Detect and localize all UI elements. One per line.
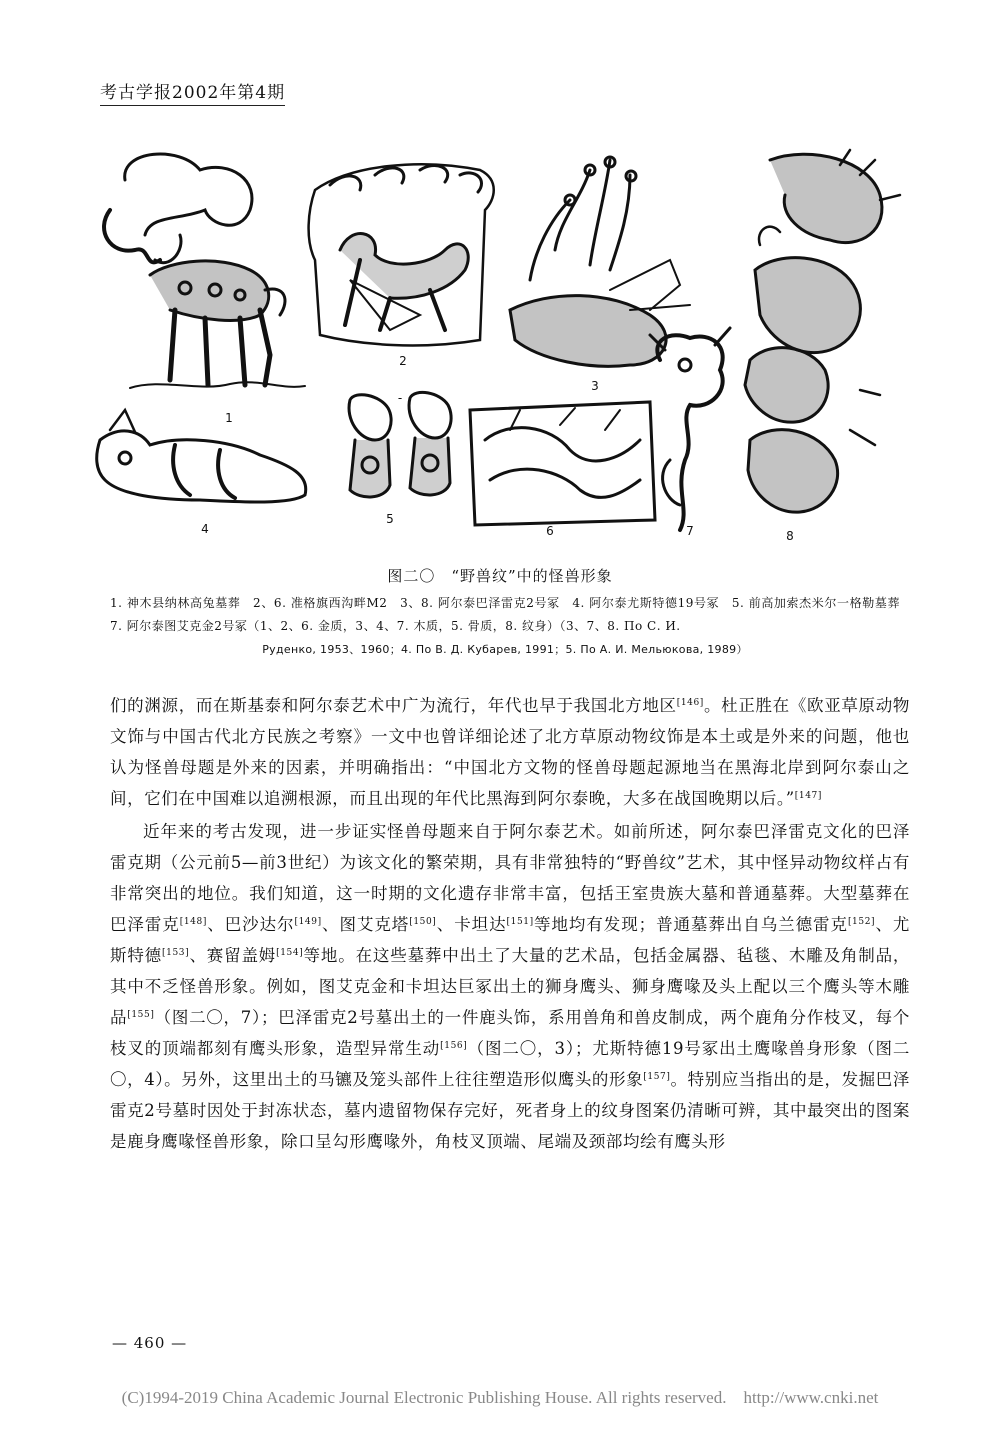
- citation-ref: [151]: [506, 917, 534, 927]
- caption-main: 1. 神木县纳林高兔墓葬 2、6. 准格旗西沟畔M2 3、8. 阿尔泰巴泽雷克2号冢 4. 阿尔泰尤斯特德19号冢 5. 前高加索杰米尔一格勒墓葬 7. 阿尔泰图艾克金2号冢（1、2、6. 金质，3、4、7. 木质，5. 骨质，8. 纹身）（3、7、8. По С. И.: [110, 596, 913, 633]
- citation-ref: [154]: [276, 948, 304, 958]
- beast-3-illustration: [510, 157, 690, 366]
- text-run: 们的渊源，而在斯基泰和阿尔泰艺术中广为流行，年代也早于我国北方地区: [110, 696, 677, 715]
- beast-1-illustration: [104, 154, 305, 388]
- figure-dash: -: [397, 391, 403, 405]
- figure-caption-text: [110, 592, 913, 661]
- figure-monster-illustrations: [90, 140, 910, 555]
- text-run: 、尤斯特德: [110, 915, 911, 965]
- beast-4-illustration: [97, 410, 306, 502]
- citation-ref: [149]: [294, 917, 322, 927]
- citation-ref: [147]: [794, 791, 822, 801]
- figure-drawing: [90, 140, 910, 555]
- text-run: （图二〇，3）；尤斯特德19号冢出土鹰喙兽身形象（图二〇，4）。另外，这里出土的马镳及笼头部件上往往塑造形似鹰头的形象: [110, 1039, 910, 1089]
- citation-ref: [153]: [162, 948, 190, 958]
- citation-ref: [157]: [643, 1072, 671, 1082]
- figure-label: 6: [546, 524, 554, 538]
- beast-7-illustration: [650, 328, 730, 530]
- text-run: （图二〇，7）；巴泽雷克2号墓出土的一件鹿头饰，系用兽角和兽皮制成，两个鹿角分作枝叉，每个枝叉的顶端都刻有鹰头形象，造型异常生动: [110, 1008, 910, 1058]
- beast-5-illustration: [349, 392, 451, 497]
- figure-label: 2: [399, 354, 407, 368]
- text-run: 、巴沙达尔: [206, 915, 295, 934]
- beast-2-illustration: [309, 164, 494, 345]
- text-run: 等地。在这些墓葬中出土了大量的艺术品，包括金属器、毡毯、木雕及角制品，其中不乏怪兽形象。例如，图艾克金和卡坦达巨冢出土的狮身鹰头、狮身鹰喙及头上配以三个鹰头等木雕品: [110, 946, 911, 1027]
- citation-ref: [150]: [409, 917, 437, 927]
- page-number: — 460 —: [112, 1334, 188, 1352]
- figure-label: 3: [591, 379, 599, 393]
- figure-label: 4: [201, 522, 209, 536]
- figure-label: 5: [386, 512, 394, 526]
- figure-caption-title: 图二〇 “野兽纹”中的怪兽形象: [387, 567, 613, 585]
- text-run: 、赛留盖姆: [189, 946, 277, 965]
- citation-ref: [152]: [847, 917, 876, 927]
- text-run: 等地均有发现；普通墓葬出自乌兰德雷克: [533, 915, 848, 934]
- citation-ref: [148]: [179, 917, 207, 927]
- figure-label: 7: [686, 524, 694, 538]
- figure-label: 8: [786, 529, 794, 543]
- beast-6-illustration: [470, 402, 655, 525]
- text-run: 、图艾克塔: [321, 915, 410, 934]
- caption-references: Руденко, 1953、1960；4. По В. Д. Кубарев, 1991；5. По А. И. Мельюкова, 1989）: [262, 643, 748, 656]
- journal-issue: 考古学报2002年第4期: [100, 83, 286, 103]
- beast-8-illustration: [745, 150, 900, 512]
- text-run: 、卡坦达: [436, 915, 507, 934]
- text-run: 近年来的考古发现，进一步证实怪兽母题来自于阿尔泰艺术。如前所述，阿尔泰巴泽雷克文化的巴泽雷克期（公元前5—前3世纪）为该文化的繁荣期，具有非常独特的“野兽纹”艺术，其中怪异动物纹样占有非常突出的地位。我们知道，这一时期的文化遗存非常丰富，包括王室贵族大墓和普通墓葬。大型墓葬在巴泽雷克: [110, 822, 910, 934]
- text-run: 。特别应当指出的是，发掘巴泽雷克2号墓时因处于封冻状态，墓内遗留物保存完好，死者身上的纹身图案仍清晰可辨，其中最突出的图案是鹿身鹰喙怪兽形象，除口呈勾形鹰喙外，角枝叉顶端、尾端及颈部均绘有鹰头形: [110, 1070, 911, 1151]
- article-body: [110, 690, 910, 1157]
- text-run: 。杜正胜在《欧亚草原动物文饰与中国古代北方民族之考察》一文中也曾详细论述了北方草原动物纹饰是本土或是外来的问题，他也认为怪兽母题是外来的因素，并明确指出：“中国北方文物的怪兽母题起源地当在黑海北岸到阿尔泰山之间，它们在中国难以追溯根源，而且出现的年代比黑海到阿尔泰晚，大多在战国晚期以后。”: [110, 696, 910, 808]
- running-header: [100, 78, 285, 106]
- citation-ref: [146]: [676, 698, 704, 708]
- figure-label: 1: [225, 411, 233, 425]
- citation-ref: [156]: [440, 1041, 468, 1051]
- paragraph-2: [110, 816, 910, 1157]
- paragraph-1: [110, 690, 910, 814]
- copyright-footer: (C)1994-2019 China Academic Journal Electronic Publishing House. All rights reserved. http://www.cnki.net: [121, 1388, 879, 1407]
- citation-ref: [155]: [127, 1010, 155, 1020]
